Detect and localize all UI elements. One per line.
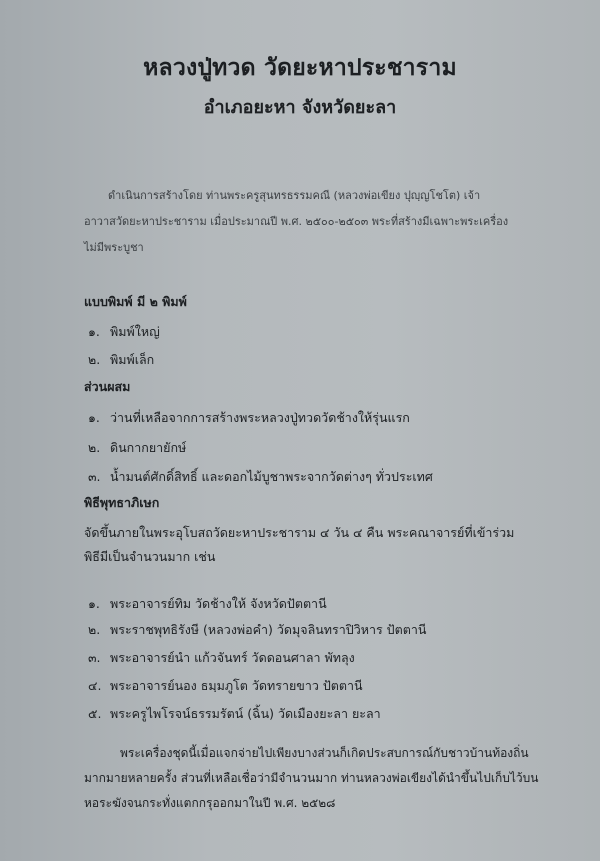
item-number: ๔. [88, 678, 102, 693]
list-item [88, 408, 410, 428]
item-number: ๒. [88, 440, 101, 455]
item-text: พระราชพุทธิรังษี (หลวงพ่อคำ) วัดมุจลินทราปิวิหาร ปัตตานี [110, 622, 427, 637]
list-item [88, 322, 160, 342]
ingredients-heading: ส่วนผสม [84, 379, 131, 394]
item-number: ๑. [88, 324, 100, 339]
item-text: ว่านที่เหลือจากการสร้างพระหลวงปู่ทวดวัดช้างให้รุ่นแรก [110, 410, 410, 425]
item-number: ๒. [88, 622, 101, 637]
item-text: พิมพ์เล็ก [110, 352, 155, 367]
item-text: พระอาจารย์นอง ธมฺมภูโต วัดทรายขาว ปัตตานี [110, 678, 363, 693]
item-number: ๓. [88, 650, 101, 665]
page-subtitle: อำเภอยะหา จังหวัดยะลา [203, 97, 397, 118]
intro-paragraph [84, 183, 564, 261]
item-number: ๑. [88, 410, 100, 425]
intro-line: ไม่มีพระบูชา [84, 241, 144, 254]
ceremony-line: จัดขึ้นภายในพระอุโบสถวัดยะหาประชาราม ๔ วัน ๔ คืน พระคณาจารย์ที่เข้าร่วม [84, 525, 515, 540]
ceremony-paragraph [84, 521, 564, 569]
item-number: ๑. [88, 596, 100, 611]
closing-line: มากมายหลายครั้ง ส่วนที่เหลือเชื่อว่ามีจำนวนมาก ท่านหลวงพ่อเขียงได้นำขึ้นไปเก็บไว้บน [84, 771, 539, 785]
models-heading: แบบพิมพ์ มี ๒ พิมพ์ [84, 294, 187, 309]
closing-line: พระเครื่องชุดนี้เมื่อแจกจ่ายไปเพียงบางส่วนก็เกิดประสบการณ์กับชาวบ้านท้องถิ่น [120, 746, 529, 760]
list-item [88, 438, 186, 458]
list-item [88, 676, 363, 696]
page-title: หลวงปู่ทวด วัดยะหาประชาราม [143, 55, 457, 81]
ceremony-heading: พิธีพุทธาภิเษก [84, 495, 160, 510]
item-number: ๕. [88, 706, 102, 721]
list-item [88, 350, 154, 370]
ceremony-line: พิธีมีเป็นจำนวนมาก เช่น [84, 549, 216, 564]
closing-paragraph [84, 741, 564, 816]
item-text: น้ำมนต์ศักดิ์สิทธิ์ และดอกไม้บูชาพระจากวัดต่างๆ ทั่วประเทศ [110, 469, 433, 484]
list-item [88, 620, 426, 640]
item-number: ๒. [88, 352, 101, 367]
item-text: พระอาจารย์นำ แก้วจันทร์ วัดดอนศาลา พัทลุง [110, 650, 355, 665]
list-item [88, 467, 433, 487]
item-text: พิมพ์ใหญ่ [110, 324, 160, 339]
intro-line: ดำเนินการสร้างโดย ท่านพระครูสุนทรธรรมคณี (หลวงพ่อเขียง ปุญฺญโชโต) เจ้า [108, 189, 481, 202]
list-item [88, 704, 381, 724]
list-item [88, 648, 355, 668]
item-number: ๓. [88, 469, 101, 484]
list-item [88, 594, 327, 614]
item-text: พระครูไพโรจน์ธรรมรัตน์ (ฉิ้น) วัดเมืองยะลา ยะลา [110, 706, 381, 721]
closing-line: หอระฆังจนกระทั่งแตกกรุออกมาในปี พ.ศ. ๒๕๒๘ [84, 796, 336, 810]
item-text: ดินกากยายักษ์ [110, 440, 187, 455]
intro-line: อาวาสวัดยะหาประชาราม เมื่อประมาณปี พ.ศ. ๒๕๐๐-๒๕๐๓ พระที่สร้างมีเฉพาะพระเครื่อง [84, 215, 509, 228]
item-text: พระอาจารย์ทิม วัดช้างให้ จังหวัดปัตตานี [110, 596, 327, 611]
